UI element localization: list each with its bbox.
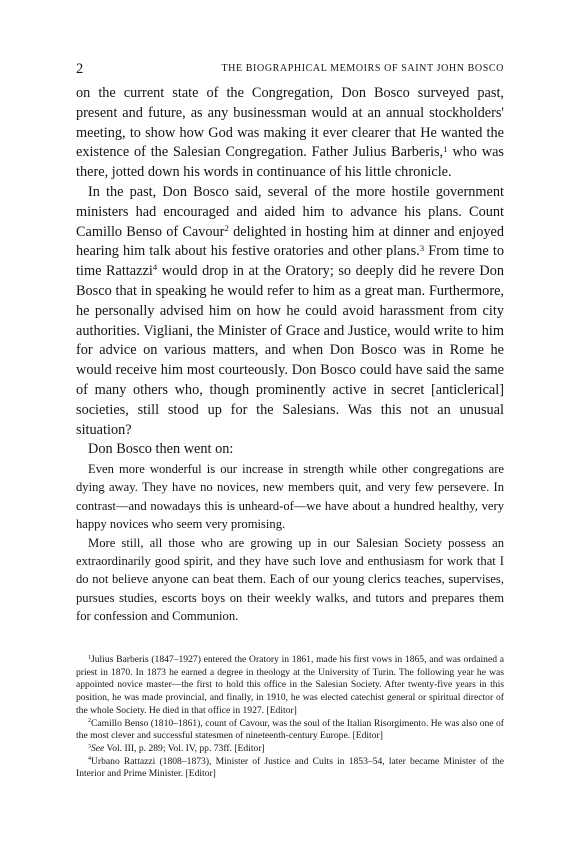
- footnote-2: [76, 718, 504, 743]
- quote-paragraph-1: Even more wonderful is our increase in strength while other congregations are dying away. They have no novices, new members quit, and very few persevere. In contrast—and nowadays this is unheard-of—we have about a hundred healthy, very happy novices who seem very promising.: [76, 462, 504, 532]
- footnote-ref-4: 4: [152, 262, 158, 273]
- paragraph-2-text-a: In the past, Don Bosco said, several of the more hostile government ministers had encouraged and aided him to advance his plans. Count Camillo Benso of Cavour: [76, 183, 504, 240]
- page-header: [76, 61, 504, 77]
- footnote-4: [76, 756, 504, 781]
- paragraph-2-text-d: would drop in at the Oratory; so deeply did he revere Don Bosco that in speaking he would refer to him as a great man. Furthermore, he personally advised him on how he could avoid harassment from city authorities. Vigliani, the Minister of Grace and Justice, would write to him for advice on various matters, and when Don Bosco was in Rome he would receive him most courteously. Don Bosco could have said the same of many others who, though prominently active in secret [anticlerical] societies, still stood up for the Salesians. Was this not an unusual situation?: [76, 263, 504, 438]
- page-number: 2: [76, 61, 84, 77]
- paragraph-2-text-c: From time to time Rattazzi: [76, 243, 504, 280]
- main-text: [76, 84, 504, 460]
- footnotes: [76, 654, 504, 781]
- footnote-ref-3: 3: [419, 242, 425, 253]
- footnote-4-number: 4: [88, 756, 91, 763]
- quote-paragraph-2: More still, all those who are growing up in our Salesian Society possess an extraordinarily good spirit, and they have such love and enthusiasm for work that I do not believe anyone can beat them. Each of our young clerics teaches, supervises, pursues studies, escorts boys on their weekly walks, and tutors and prepares them for confession and Communion.: [76, 535, 504, 624]
- paragraph-1: [76, 84, 504, 183]
- running-head: THE BIOGRAPHICAL MEMOIRS OF SAINT JOHN BOSCO: [221, 63, 504, 74]
- paragraph-1-text-b: who was there, jotted down his words in continuance of his little chronicle.: [76, 144, 504, 181]
- block-quote: [76, 460, 504, 626]
- footnote-ref-1: 1: [443, 143, 448, 154]
- footnote-3-text: Vol. III, p. 289; Vol. IV, pp. 73ff. [Editor]: [104, 742, 265, 754]
- paragraph-1-text-a: on the current state of the Congregation, Don Bosco surveyed past, present and future, as any businessman would at an annual stockholders' meeting, to show how God was making it ever clearer that He wanted the existence of the Salesian Congregation. Father Julius Barberis,: [76, 85, 504, 161]
- paragraph-2-text-b: delighted in hosting him at dinner and enjoyed hearing him talk about his festive oratories and other plans.: [76, 223, 504, 260]
- footnote-1-text: Julius Barberis (1847–1927) entered the Oratory in 1861, made his first vows in 1865, and was ordained a priest in 1870. In 1873 he earned a degree in theology at the University of Turin. The following year he was appointed novice master—the first to hold this office in the Salesian Society. After twenty-five years in this position, he was made provincial, and finally, in 1910, he was elected catechist general or spiritual director of the whole Society. He died in that office in 1927. [Editor]: [76, 654, 504, 716]
- footnote-1: [76, 654, 504, 718]
- footnote-2-number: 2: [88, 718, 91, 725]
- footnote-3: [76, 743, 504, 756]
- paragraph-2: [76, 183, 504, 440]
- footnote-3-number: 3: [88, 743, 91, 750]
- footnote-2-text: Camillo Benso (1810–1861), count of Cavour, was the soul of the Italian Risorgimento. He was also one of the most clever and successful statesmen of nineteenth-century Europe. [Editor]: [76, 717, 504, 742]
- footnote-3-see: See: [90, 742, 105, 754]
- paragraph-3: Don Bosco then went on:: [88, 441, 234, 458]
- footnote-4-text: Urbano Rattazzi (1808–1873), Minister of Justice and Cults in 1853–54, later became Minister of the Interior and Prime Minister. [Editor]: [76, 755, 504, 780]
- footnote-1-number: 1: [88, 654, 91, 661]
- footnote-ref-2: 2: [224, 222, 229, 233]
